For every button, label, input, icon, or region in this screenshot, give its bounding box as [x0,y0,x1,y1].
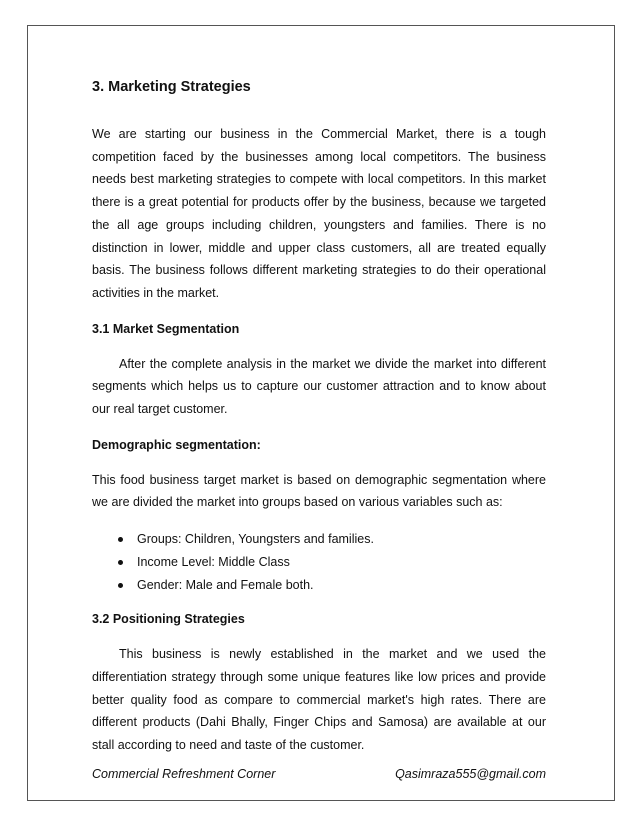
segmentation-paragraph: After the complete analysis in the market we divide the market into different segments which helps us to capture our customer attraction and to know about our real target customer. [92,356,546,417]
bullet-icon [118,537,123,542]
positioning-paragraph: This business is newly established in the market and we used the differentiation strategy through some unique features like low prices and provide better quality food as compare to commercial market's high rates. There are different products (Dahi Bhally, Finger Chips and Samosa) are available at our stall according to need and taste of the customer. [92,647,546,752]
bullet-item [92,574,546,597]
section-heading: 3. Marketing Strategies [92,79,251,95]
document-body [92,78,546,773]
bullet-item [92,551,546,574]
bullet-item [92,528,546,551]
demographic-paragraph: This food business target market is based on demographic segmentation where we are divided the market into groups based on various variables such as: [92,472,546,510]
positioning-heading: 3.2 Positioning Strategies [92,612,245,627]
page-footer [92,766,546,782]
demographic-bullet-list [92,528,546,597]
bullet-icon [118,560,123,565]
footer-email: Qasimraza555@gmail.com [395,767,546,781]
segmentation-heading: 3.1 Market Segmentation [92,321,240,336]
footer-left-text: Commercial Refreshment Corner [92,767,276,781]
bullet-text: Groups: Children, Youngsters and families. [137,532,374,547]
bullet-icon [118,583,123,588]
demographic-heading: Demographic segmentation: [92,437,261,452]
bullet-text: Income Level: Middle Class [137,555,290,570]
intro-paragraph: We are starting our business in the Commercial Market, there is a tough competition faced by the businesses among local competitors. The business needs best marketing strategies to compete with local competitors. In this market there is a great potential for products offer by the business, because we targeted the all age groups including children, youngsters and families. There is no distinction in lower, middle and upper class customers, all are treated equally basis. The business follows different marketing strategies to do their operational activities in the market. [92,127,546,300]
bullet-text: Gender: Male and Female both. [137,578,314,593]
